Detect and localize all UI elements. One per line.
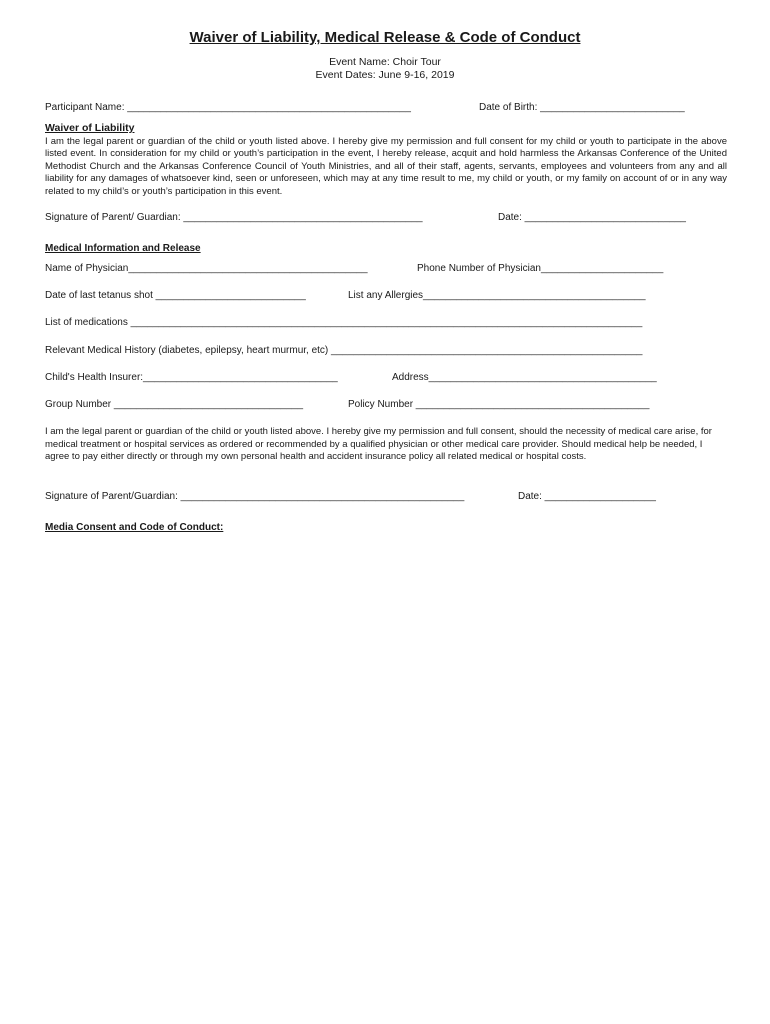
allergies-field[interactable]: List any Allergies________________________________________	[348, 290, 646, 301]
health-insurer-field[interactable]: Child's Health Insurer:___________________________________	[45, 372, 338, 383]
medical-date-field[interactable]: Date: ____________________	[518, 491, 656, 502]
physician-phone-field[interactable]: Phone Number of Physician______________________	[417, 263, 664, 274]
medical-history-field[interactable]: Relevant Medical History (diabetes, epilepsy, heart murmur, etc) ________________________________________________________	[45, 345, 643, 356]
medical-signature-field[interactable]: Signature of Parent/Guardian: ___________________________________________________	[45, 491, 465, 502]
media-consent-heading: Media Consent and Code of Conduct:	[45, 522, 224, 533]
medical-heading: Medical Information and Release	[45, 243, 201, 254]
group-number-field[interactable]: Group Number __________________________________	[45, 399, 304, 410]
date-of-birth-field[interactable]: Date of Birth: __________________________	[479, 102, 685, 113]
event-dates: Event Dates: June 9-16, 2019	[315, 69, 455, 81]
policy-number-field[interactable]: Policy Number __________________________________________	[348, 399, 650, 410]
waiver-heading: Waiver of Liability	[45, 122, 135, 134]
event-name: Event Name: Choir Tour	[329, 56, 441, 68]
insurer-address-field[interactable]: Address_________________________________________	[392, 372, 657, 383]
waiver-signature-field[interactable]: Signature of Parent/ Guardian: ___________________________________________	[45, 212, 423, 223]
participant-name-field[interactable]: Participant Name: ___________________________________________________	[45, 102, 411, 113]
medications-field[interactable]: List of medications ____________________________________________________________________________________________	[45, 317, 643, 328]
medical-consent-text: I am the legal parent or guardian of the child or youth listed above. I hereby give my permission and full consent, should the necessity of medical care arise, for medical treatment or hospital services as ordered or recommended by a qualified physician or other medical care provider. Should medical help be needed, I agree to pay either directly or through my own personal health and accident insurance policy all related medical or hospital costs.	[45, 426, 712, 463]
page-title: Waiver of Liability, Medical Release & Code of Conduct	[189, 29, 581, 46]
waiver-date-field[interactable]: Date: _____________________________	[498, 212, 686, 223]
physician-name-field[interactable]: Name of Physician___________________________________________	[45, 263, 368, 274]
waiver-text: I am the legal parent or guardian of the child or youth listed above. I hereby give my permission and full consent for my child or youth to participate in the above listed event. In consideration for my child or youth’s participation in the event, I hereby release, acquit and hold harmless the Arkansas Conference of the United Methodist Church and the Arkansas Conference Council of Youth Ministries, and all of their staff, agents, servants, employees and volunteers from any and all liability for any damages of whatsoever kind, seen or unforeseen, which may at any time result to me, my child or youth, or my family on account of or in any way related to my child’s or youth’s participation in this event.	[45, 136, 727, 197]
tetanus-date-field[interactable]: Date of last tetanus shot ___________________________	[45, 290, 306, 301]
